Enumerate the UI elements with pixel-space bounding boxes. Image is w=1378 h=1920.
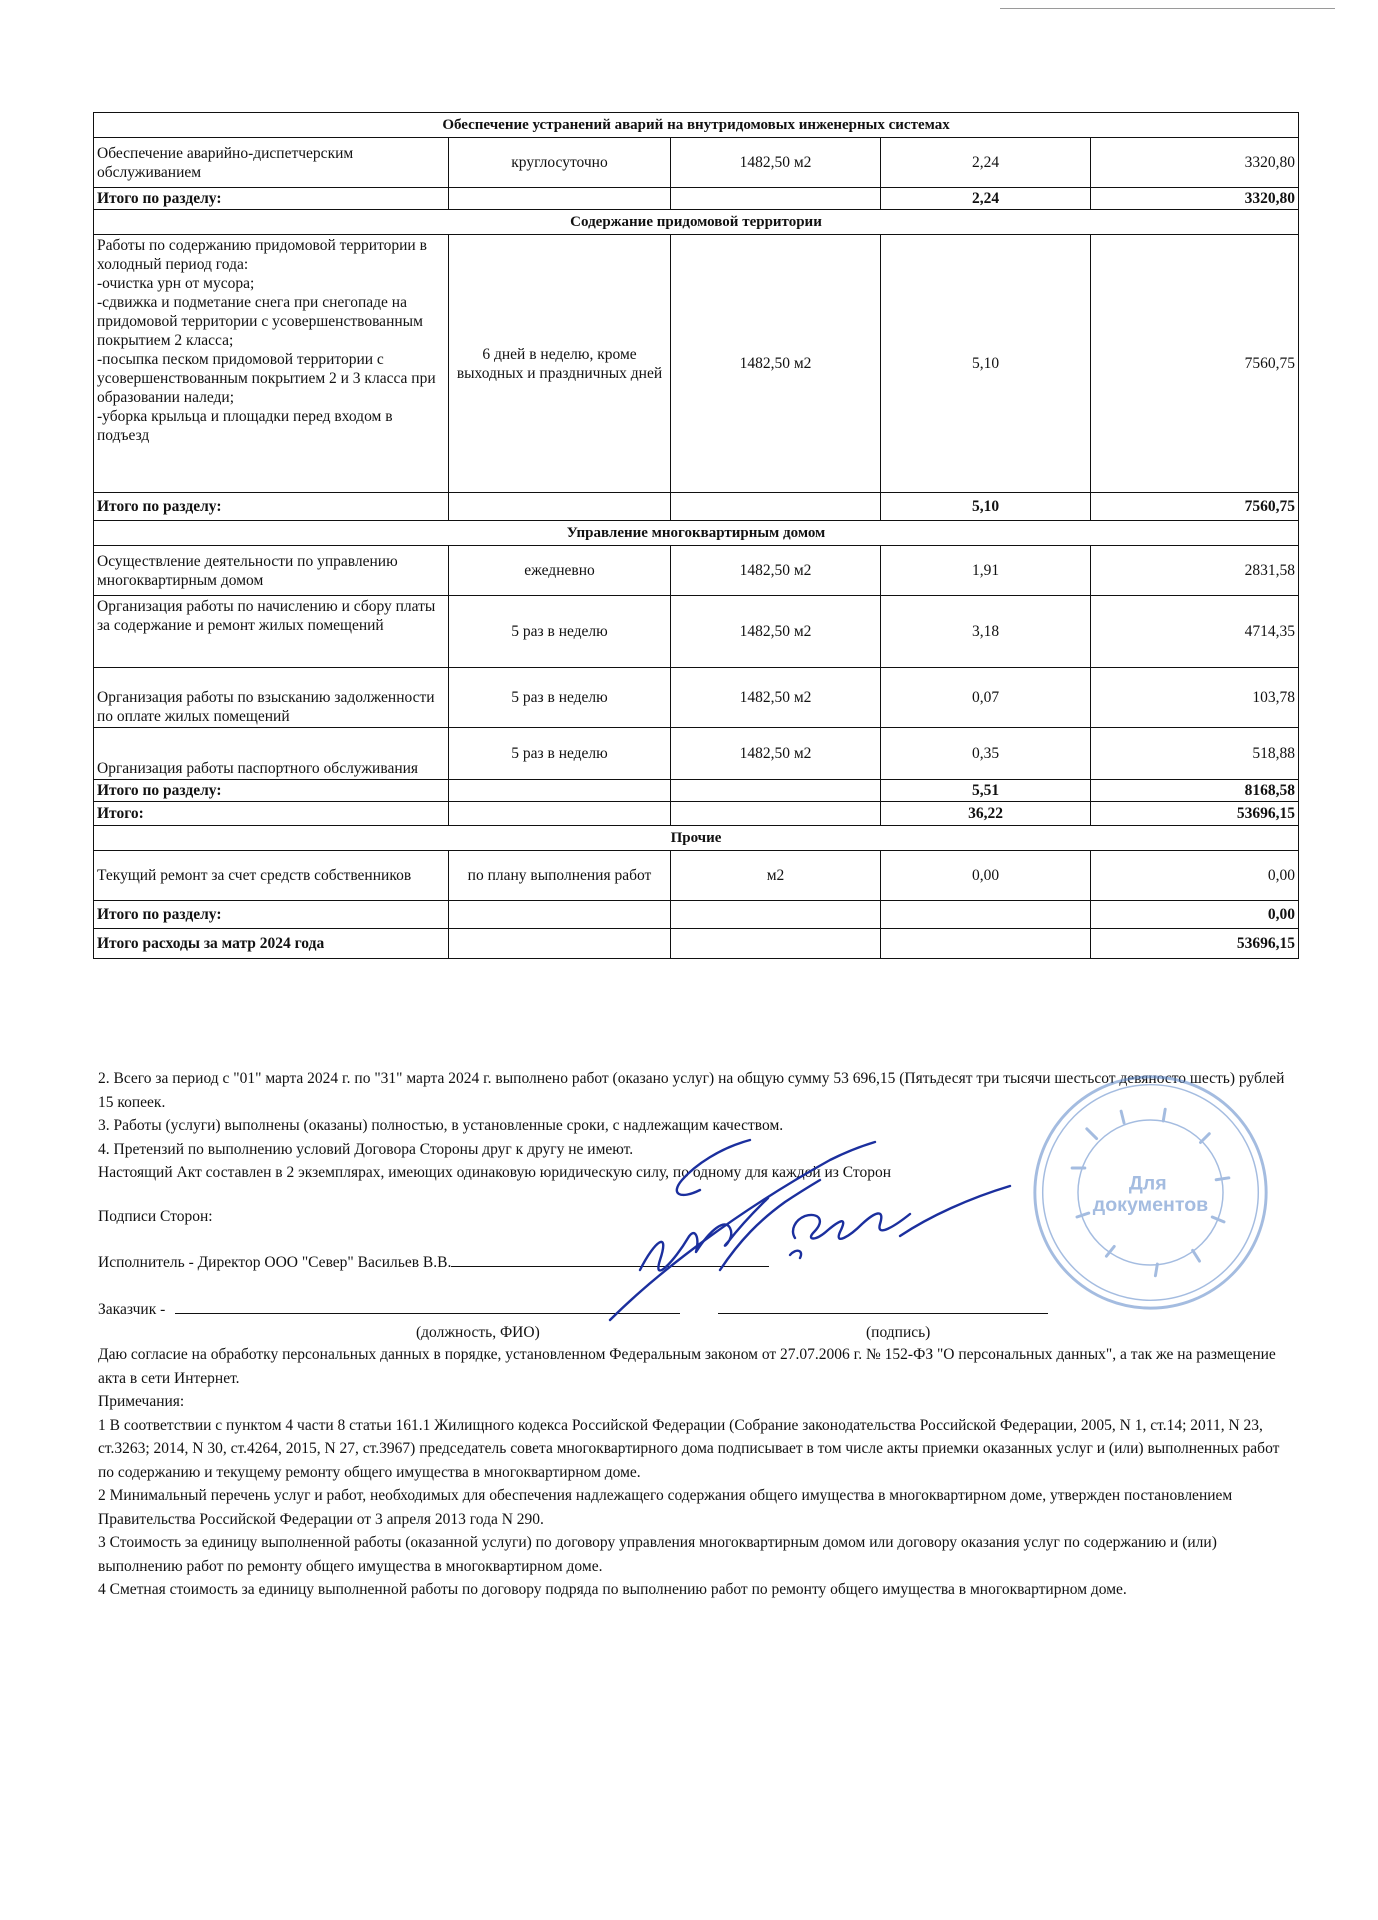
total-sum: 3320,80: [1091, 188, 1299, 210]
total-rate: 2,24: [881, 188, 1091, 210]
service-name: Работы по содержанию придомовой территории в холодный период года: -очистка урн от мусора; -сдвижка и подметание снега при снегопаде на придомовой территории с усовершенствованным покрытием 2 класса; -посыпка песком придомовой территории с усовершенствованным покрытием 2 и 3 класса при образовании наледи; -уборка крыльца и площадки перед входом в подъезд: [94, 235, 449, 493]
expenses-row: [94, 929, 1299, 959]
service-sum: 3320,80: [1091, 138, 1299, 188]
table-row: [94, 668, 1299, 728]
service-sum: 0,00: [1091, 851, 1299, 901]
paragraph-total: 2. Всего за период с "01" марта 2024 г. по "31" марта 2024 г. выполнено работ (оказано услуг) на общую сумму 53 696,15 (Пятьдесят три тысячи шестьсот девяносто шесть) рублей 15 копеек.: [98, 1070, 1285, 1111]
service-sum: 103,78: [1091, 668, 1299, 728]
section-total-row: [94, 901, 1299, 929]
empty-cell: [671, 493, 881, 521]
grand-total-sum: 53696,15: [1091, 802, 1299, 826]
empty-cell: [449, 493, 671, 521]
empty-cell: [671, 901, 881, 929]
service-area: 1482,50 м2: [671, 138, 881, 188]
total-sum: 8168,58: [1091, 780, 1299, 802]
services-table: [93, 112, 1299, 959]
section-total-row: [94, 780, 1299, 802]
table-row: [94, 138, 1299, 188]
total-label: Итого по разделу:: [94, 901, 449, 929]
service-rate: 2,24: [881, 138, 1091, 188]
section-title: Обеспечение устранений аварий на внутридомовых инженерных системах: [94, 113, 1299, 138]
note-4: 4 Сметная стоимость за единицу выполненной работы по договору подряда по выполнению работ по ремонту общего имущества в многоквартирном доме.: [98, 1581, 1127, 1598]
paragraph-quality: 3. Работы (услуги) выполнены (оказаны) полностью, в установленные сроки, с надлежащим качеством.: [98, 1117, 784, 1134]
service-area: 1482,50 м2: [671, 546, 881, 596]
empty-cell: [449, 188, 671, 210]
service-frequency: 6 дней в неделю, кроме выходных и праздничных дней: [449, 235, 671, 493]
caption-signature: (подпись): [866, 1324, 931, 1341]
section-title: Прочие: [94, 826, 1299, 851]
service-rate: 0,35: [881, 728, 1091, 780]
empty-cell: [671, 929, 881, 959]
service-area: 1482,50 м2: [671, 235, 881, 493]
total-rate: 5,10: [881, 493, 1091, 521]
grand-total-row: [94, 802, 1299, 826]
service-frequency: 5 раз в неделю: [449, 596, 671, 668]
service-frequency: круглосуточно: [449, 138, 671, 188]
service-area: 1482,50 м2: [671, 668, 881, 728]
empty-cell: [449, 802, 671, 826]
total-label: Итого по разделу:: [94, 493, 449, 521]
table-row: [94, 728, 1299, 780]
service-frequency: 5 раз в неделю: [449, 728, 671, 780]
service-sum: 2831,58: [1091, 546, 1299, 596]
service-rate: 5,10: [881, 235, 1091, 493]
service-area: 1482,50 м2: [671, 596, 881, 668]
empty-cell: [449, 780, 671, 802]
section-total-row: [94, 188, 1299, 210]
service-frequency: 5 раз в неделю: [449, 668, 671, 728]
service-rate: 0,00: [881, 851, 1091, 901]
customer-label: Заказчик -: [98, 1300, 166, 1318]
table-row: [94, 596, 1299, 668]
grand-total-rate: 36,22: [881, 802, 1091, 826]
consent-paragraph: Даю согласие на обработку персональных данных в порядке, установленном Федеральным законом от 27.07.2006 г. № 152-ФЗ "О персональных данных", а так же на размещение акта в сети Интернет.: [98, 1346, 1276, 1387]
expenses-label: Итого расходы за матр 2024 года: [94, 929, 449, 959]
empty-cell: [449, 901, 671, 929]
caption-position: (должность, ФИО): [416, 1324, 540, 1341]
table-row: [94, 851, 1299, 901]
empty-cell: [671, 780, 881, 802]
section-header-row: [94, 826, 1299, 851]
service-rate: 0,07: [881, 668, 1091, 728]
empty-cell: [449, 929, 671, 959]
paragraph-claims: 4. Претензий по выполнению условий Договора Стороны друг к другу не имеют.: [98, 1140, 634, 1158]
empty-cell: [881, 929, 1091, 959]
paragraph-copies: Настоящий Акт составлен в 2 экземплярах, имеющих одинаковую юридическую силу, по одному для каждой из Сторон: [98, 1164, 892, 1181]
section-header-row: [94, 521, 1299, 546]
table-row: [94, 235, 1299, 493]
section-title: Содержание придомовой территории: [94, 210, 1299, 235]
service-sum: 4714,35: [1091, 596, 1299, 668]
empty-cell: [881, 901, 1091, 929]
total-label: Итого по разделу:: [94, 780, 449, 802]
empty-cell: [671, 188, 881, 210]
service-rate: 1,91: [881, 546, 1091, 596]
note-1: 1 В соответствии с пунктом 4 части 8 статьи 161.1 Жилищного кодекса Российской Федерации (Собрание законодательства Российской Федерации, 2005, N 1, ст.14; 2011, N 23, ст.3263; 2014, N 30, ст.4264, 2015, N 27, ст.3967) председатель совета многоквартирного дома подписывает в том числе акты приемки оказанных услуг и (или) выполненных работ по содержанию и текущему ремонту общего имущества в многоквартирном доме.: [98, 1416, 1280, 1481]
service-area: м2: [671, 851, 881, 901]
total-sum: 7560,75: [1091, 493, 1299, 521]
service-name: Обеспечение аварийно-диспетчерским обслуживанием: [94, 138, 449, 188]
top-rule: [1000, 8, 1335, 9]
handwritten-signature: [600, 1120, 1100, 1330]
service-name: Организация работы по взысканию задолженности по оплате жилых помещений: [94, 668, 449, 728]
seal-text: Для документов: [1092, 1172, 1209, 1217]
service-rate: 3,18: [881, 596, 1091, 668]
service-sum: 518,88: [1091, 728, 1299, 780]
service-name: Осуществление деятельности по управлению многоквартирным домом: [94, 546, 449, 596]
signatures-heading: Подписи Сторон:: [98, 1207, 213, 1225]
total-sum: 0,00: [1091, 901, 1299, 929]
section-total-row: [94, 493, 1299, 521]
note-3: 3 Стоимость за единицу выполненной работы (оказанной услуги) по договору управления многоквартирным домом или договору оказания услуг по содержанию и (или) выполнению работ по ремонту общего имущества в многоквартирном доме.: [98, 1534, 1217, 1575]
section-title: Управление многоквартирным домом: [94, 521, 1299, 546]
service-frequency: по плану выполнения работ: [449, 851, 671, 901]
service-area: 1482,50 м2: [671, 728, 881, 780]
notes-title: Примечания:: [98, 1393, 185, 1410]
empty-cell: [671, 802, 881, 826]
note-2: 2 Минимальный перечень услуг и работ, необходимых для обеспечения надлежащего содержания общего имущества в многоквартирном доме, утвержден постановлением Правительства Российской Федерации от 3 апреля 2013 года N 290.: [98, 1487, 1233, 1528]
service-sum: 7560,75: [1091, 235, 1299, 493]
section-header-row: [94, 113, 1299, 138]
service-frequency: ежедневно: [449, 546, 671, 596]
service-name: Текущий ремонт за счет средств собственников: [94, 851, 449, 901]
total-label: Итого по разделу:: [94, 188, 449, 210]
section-header-row: [94, 210, 1299, 235]
service-name: Организация работы по начислению и сбору платы за содержание и ремонт жилых помещений: [94, 596, 449, 668]
table-row: [94, 546, 1299, 596]
expenses-sum: 53696,15: [1091, 929, 1299, 959]
service-name: Организация работы паспортного обслуживания: [94, 728, 449, 780]
executor-label: Исполнитель - Директор ООО "Север" Васильев В.В.: [98, 1254, 452, 1271]
total-rate: 5,51: [881, 780, 1091, 802]
grand-total-label: Итого:: [94, 802, 449, 826]
